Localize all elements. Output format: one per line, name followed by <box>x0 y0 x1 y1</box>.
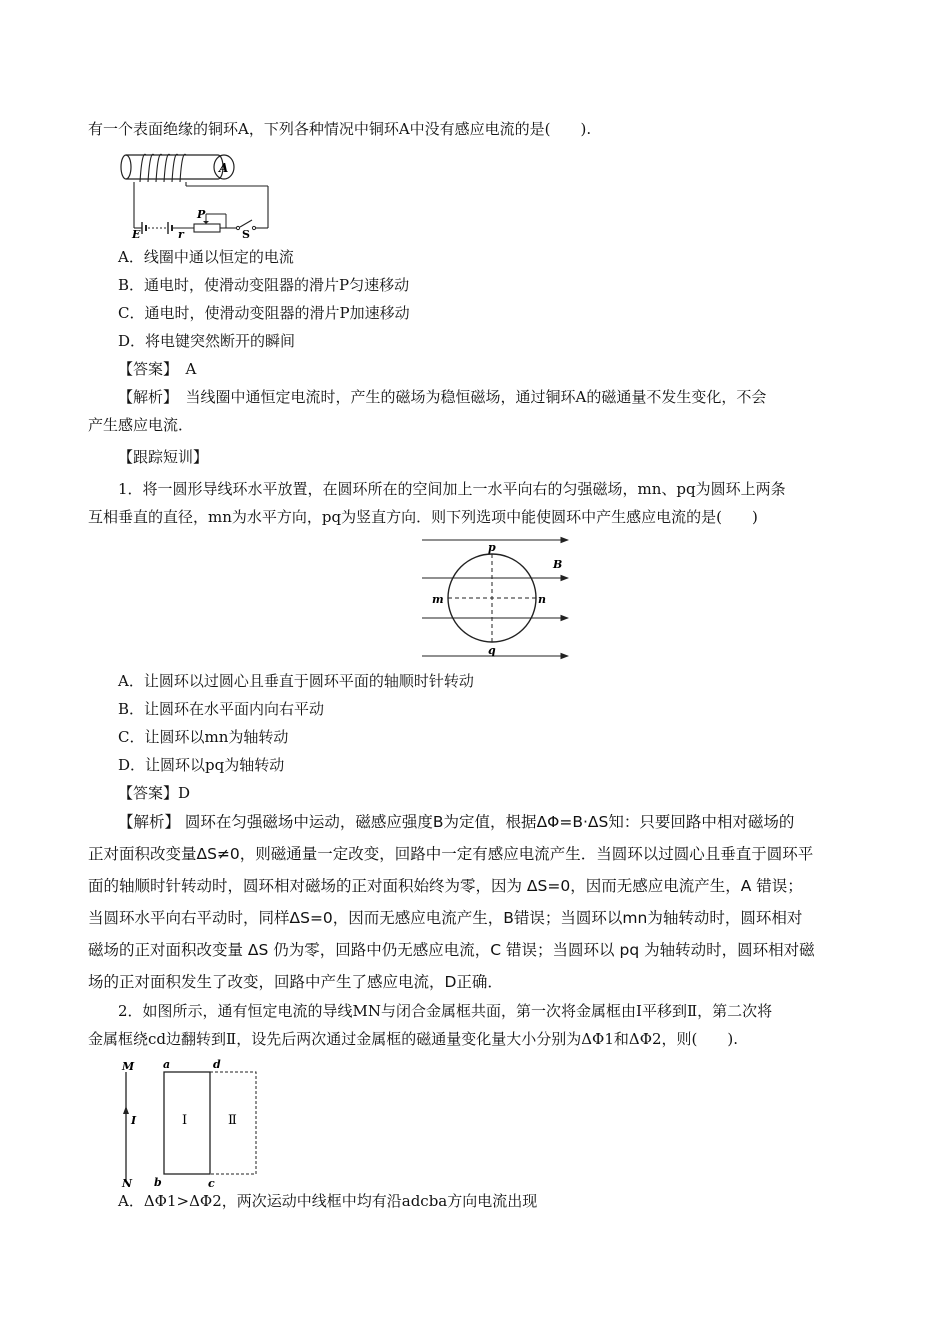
label-d: d <box>213 1058 221 1071</box>
q1-analysis-line-5: 磁场的正对面积改变量 ΔS 仍为零，回路中仍无感应电流，C 错误；当圆环以 pq 为轴转动时，圆环相对磁 <box>88 941 815 959</box>
q1-analysis-line-4: 当圆环水平向右平动时，同样ΔS=0，因而无感应电流产生，B错误；当圆环以mn为轴转动时，圆环相对 <box>88 909 803 927</box>
q1-analysis-line-3: 面的轴顺时针转动时，圆环相对磁场的正对面积始终为零，因为 ΔS=0，因而无感应电流产生，A 错误； <box>88 877 803 895</box>
solenoid-circuit-figure <box>118 152 298 238</box>
q0-stem: 有一个表面绝缘的铜环A，下列各种情况中铜环A中没有感应电流的是( ). <box>88 120 592 138</box>
slider-label-P: P <box>197 208 206 221</box>
label-region-1: Ⅰ <box>182 1113 188 1128</box>
label-c: c <box>208 1177 215 1188</box>
resistance-label-r: r <box>178 228 184 238</box>
q2-option-a: A．ΔΦ1>ΔΦ2，两次运动中线框中均有沿adcba方向电流出现 <box>118 1192 538 1210</box>
q0-option-a: A．线圈中通以恒定的电流 <box>118 248 294 266</box>
q0-option-b: B．通电时，使滑动变阻器的滑片P匀速移动 <box>118 276 410 294</box>
ring-in-field-figure <box>418 536 574 666</box>
q1-option-d: D．让圆环以pq为轴转动 <box>118 756 285 774</box>
wire-and-frame-figure <box>116 1058 276 1188</box>
label-N: N <box>122 1177 133 1188</box>
label-a: a <box>163 1058 171 1071</box>
switch-label-S: S <box>242 228 250 238</box>
q0-option-c: C．通电时，使滑动变阻器的滑片P加速移动 <box>118 304 410 322</box>
q1-analysis-line-6: 场的正对面积发生了改变，回路中产生了感应电流，D正确． <box>88 973 503 991</box>
label-I: I <box>131 1114 137 1127</box>
q1-option-b: B．让圆环在水平面内向右平动 <box>118 700 325 718</box>
q0-answer: 【答案】 A <box>118 360 197 378</box>
label-p: p <box>488 541 496 554</box>
q1-stem-line-2: 互相垂直的直径，mn为水平方向，pq为竖直方向．则下列选项中能使圆环中产生感应电流的是( ) <box>88 508 758 526</box>
q0-analysis-line-1: 【解析】 当线圈中通恒定电流时，产生的磁场为稳恒磁场，通过铜环A的磁通量不发生变化，不会 <box>118 388 767 406</box>
ring-label-A: A <box>219 161 229 175</box>
q2-stem-line-2: 金属框绕cd边翻转到Ⅱ，设先后两次通过金属框的磁通量变化量大小分别为ΔΦ1和ΔΦ2，则( ). <box>88 1030 739 1048</box>
q0-option-d: D．将电键突然断开的瞬间 <box>118 332 296 350</box>
label-B: B <box>553 558 563 571</box>
label-M: M <box>122 1060 135 1073</box>
label-q: q <box>488 644 496 657</box>
q1-analysis-line-2: 正对面积改变量ΔS≠0，则磁通量一定改变，回路中一定有感应电流产生．当圆环以过圆心且垂直于圆环平 <box>88 845 814 863</box>
label-region-2: Ⅱ <box>228 1113 237 1128</box>
q1-analysis-line-1: 【解析】 圆环在匀强磁场中运动，磁感应强度B为定值，根据ΔΦ=B·ΔS知：只要回路中相对磁场的 <box>118 813 795 831</box>
label-n: n <box>538 593 546 606</box>
q1-answer: 【答案】D <box>118 784 191 802</box>
q1-option-a: A．让圆环以过圆心且垂直于圆环平面的轴顺时针转动 <box>118 672 474 690</box>
battery-label-E: E <box>132 228 141 238</box>
q2-stem-line-1: 2．如图所示，通有恒定电流的导线MN与闭合金属框共面，第一次将金属框由Ⅰ平移到Ⅱ，第二次将 <box>118 1002 773 1020</box>
label-m: m <box>432 593 444 606</box>
q1-stem-line-1: 1．将一圆形导线环水平放置，在圆环所在的空间加上一水平向右的匀强磁场，mn、pq为圆环上两条 <box>118 480 786 498</box>
q1-option-c: C．让圆环以mn为轴转动 <box>118 728 289 746</box>
q0-analysis-line-2: 产生感应电流． <box>88 416 194 434</box>
label-b: b <box>154 1176 162 1188</box>
section-title: 【跟踪短训】 <box>118 448 209 466</box>
